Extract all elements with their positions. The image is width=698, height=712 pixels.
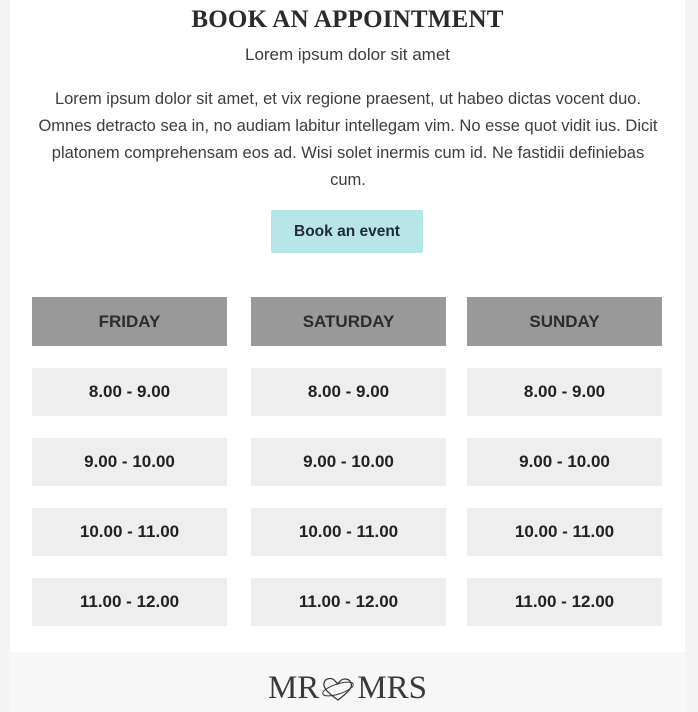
time-slot[interactable]: 8.00 - 9.00 <box>251 368 446 416</box>
logo-text-left: MR <box>267 670 320 706</box>
time-slot[interactable]: 10.00 - 11.00 <box>32 508 227 556</box>
day-column-sunday <box>467 297 662 626</box>
time-slot[interactable]: 10.00 - 11.00 <box>467 508 662 556</box>
day-column-friday <box>32 297 227 626</box>
time-slot[interactable]: 9.00 - 10.00 <box>32 438 227 486</box>
day-column-saturday <box>251 297 446 626</box>
day-header: SUNDAY <box>467 297 662 346</box>
time-slot[interactable]: 8.00 - 9.00 <box>32 368 227 416</box>
time-slot[interactable]: 9.00 - 10.00 <box>251 438 446 486</box>
time-slot[interactable]: 9.00 - 10.00 <box>467 438 662 486</box>
footer <box>10 652 685 712</box>
logo-text-right: MRS <box>357 670 428 706</box>
intro-paragraph: Lorem ipsum dolor sit amet, et vix regione praesent, ut habeo dictas vocent duo. Omnes detracto sea in, no audiam labitur intellegam vim. No esse quot vidit ius. Dicit platonem comprehensam eos ad. Wisi solet inermis cum id. Ne fastidii definiebas cum. <box>38 90 658 189</box>
time-slot[interactable]: 11.00 - 12.00 <box>32 578 227 626</box>
time-slot[interactable]: 11.00 - 12.00 <box>467 578 662 626</box>
day-header: SATURDAY <box>251 297 446 346</box>
time-slot[interactable]: 10.00 - 11.00 <box>251 508 446 556</box>
page-subtitle: Lorem ipsum dolor sit amet <box>244 45 451 64</box>
time-slot[interactable]: 8.00 - 9.00 <box>467 368 662 416</box>
brand-logo <box>10 670 685 707</box>
heart-ring-icon <box>320 674 356 704</box>
day-header: FRIDAY <box>32 297 227 346</box>
time-slot[interactable]: 11.00 - 12.00 <box>251 578 446 626</box>
page-title: BOOK AN APPOINTMENT <box>191 6 504 33</box>
appointment-card <box>10 0 685 652</box>
book-event-button[interactable]: Book an event <box>271 210 423 253</box>
